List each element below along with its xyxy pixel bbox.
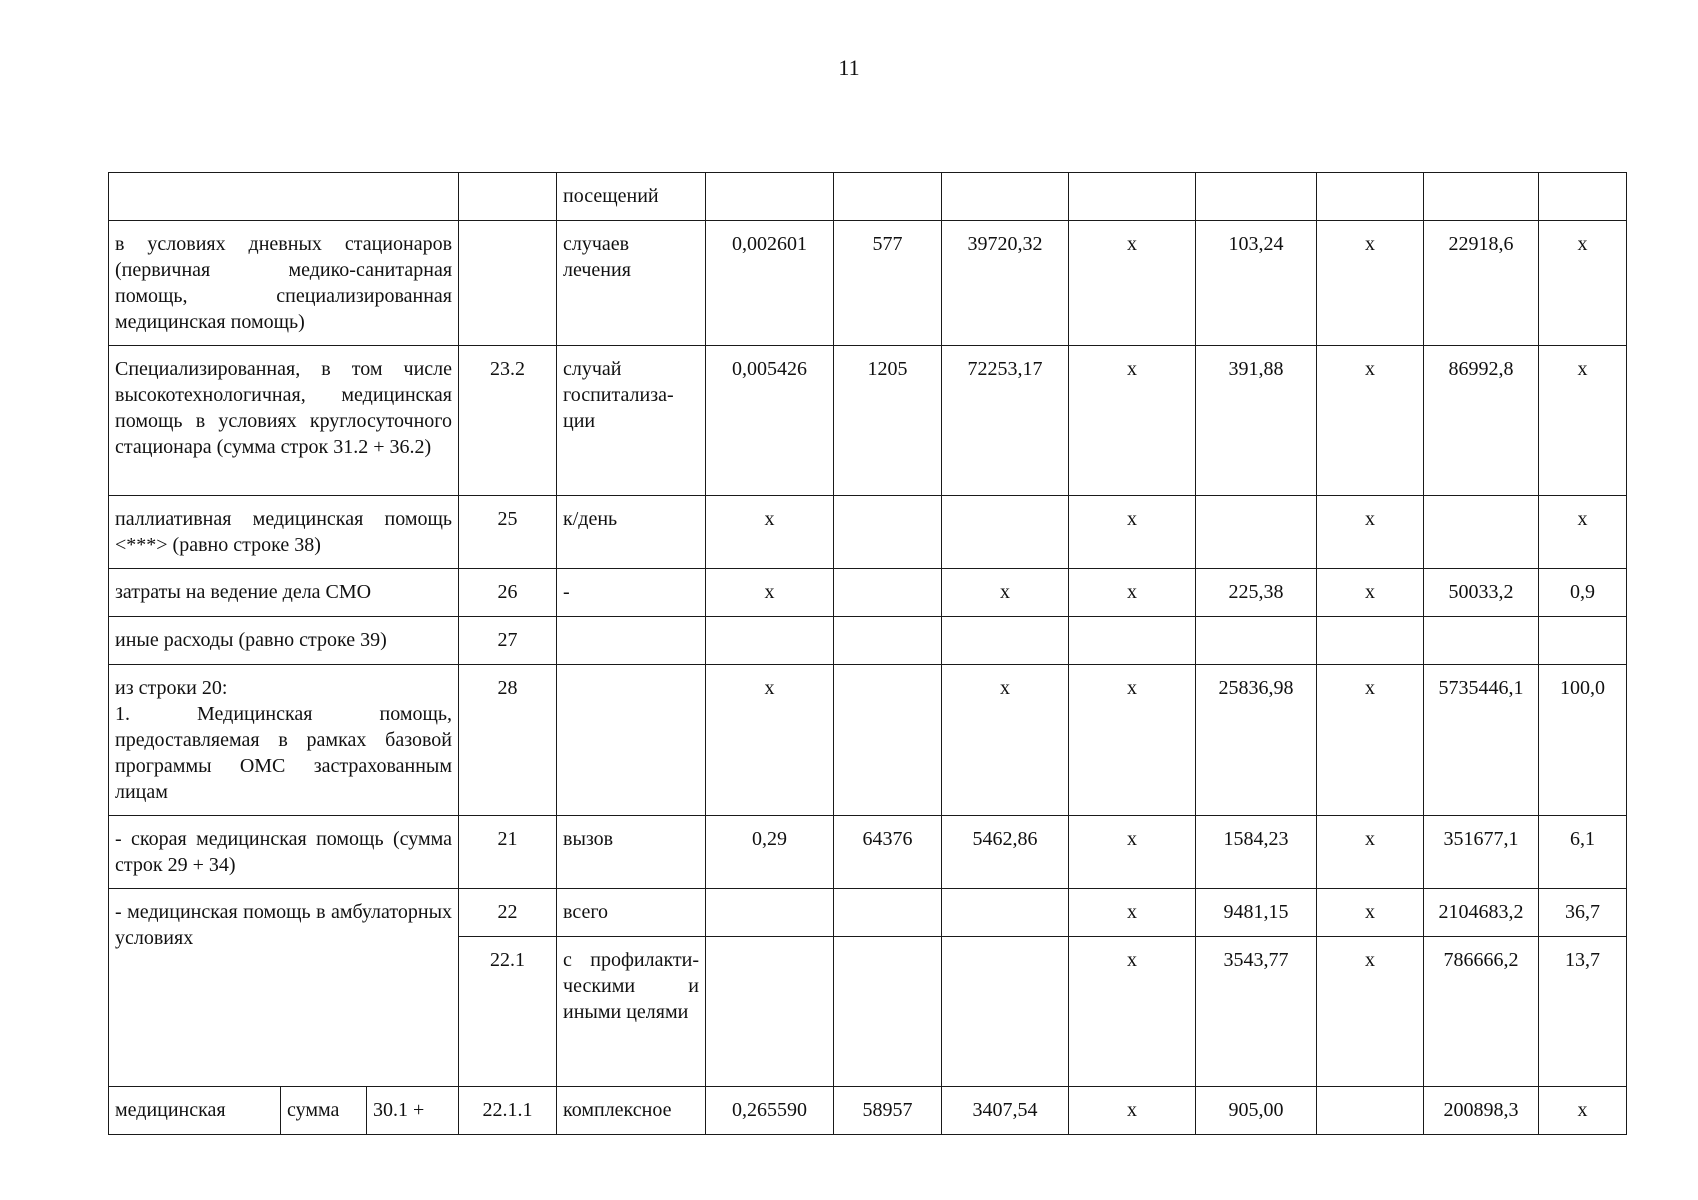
value-cell — [942, 617, 1069, 665]
row-name-cell: медицинская — [109, 1087, 281, 1135]
line-number-cell — [459, 173, 557, 221]
value-cell — [1069, 617, 1196, 665]
value-cell: 0,9 — [1539, 569, 1627, 617]
unit-cell: - — [557, 569, 706, 617]
value-cell: 786666,2 — [1424, 937, 1539, 1087]
row-name-cell — [109, 173, 459, 221]
value-cell: 22918,6 — [1424, 221, 1539, 346]
value-cell — [1424, 496, 1539, 569]
value-cell: х — [1069, 937, 1196, 1087]
value-cell: 25836,98 — [1196, 665, 1317, 816]
row-name-cell: затраты на ведение дела СМО — [109, 569, 459, 617]
line-number-cell: 22.1.1 — [459, 1087, 557, 1135]
unit-cell: случаев лечения — [557, 221, 706, 346]
row-name-cell: 30.1 + — [367, 1087, 459, 1135]
unit-cell — [557, 617, 706, 665]
value-cell — [1196, 496, 1317, 569]
value-cell: х — [1317, 889, 1424, 937]
table-row — [109, 889, 1627, 937]
value-cell: 225,38 — [1196, 569, 1317, 617]
row-name-cell: - скорая медицинская помощь (сумма строк 29 + 34) — [109, 816, 459, 889]
value-cell: х — [706, 665, 834, 816]
table-row — [109, 496, 1627, 569]
value-cell — [1069, 173, 1196, 221]
value-cell: х — [942, 665, 1069, 816]
value-cell: х — [1317, 816, 1424, 889]
value-cell: х — [1069, 346, 1196, 496]
value-cell — [1424, 617, 1539, 665]
row-name-cell: - медицинская помощь в амбулаторных условиях — [109, 889, 459, 1087]
value-cell: 3407,54 — [942, 1087, 1069, 1135]
value-cell: 9481,15 — [1196, 889, 1317, 937]
value-cell: 1205 — [834, 346, 942, 496]
value-cell: 13,7 — [1539, 937, 1627, 1087]
value-cell: 351677,1 — [1424, 816, 1539, 889]
value-cell: х — [1539, 221, 1627, 346]
value-cell: х — [706, 496, 834, 569]
value-cell — [834, 937, 942, 1087]
value-cell: 50033,2 — [1424, 569, 1539, 617]
value-cell: х — [706, 569, 834, 617]
unit-cell: к/день — [557, 496, 706, 569]
value-cell: х — [1069, 569, 1196, 617]
value-cell — [834, 617, 942, 665]
table-row — [109, 221, 1627, 346]
value-cell: х — [1317, 937, 1424, 1087]
value-cell — [942, 937, 1069, 1087]
table-row — [109, 346, 1627, 496]
unit-cell: комплексное — [557, 1087, 706, 1135]
value-cell: х — [1069, 221, 1196, 346]
value-cell — [942, 496, 1069, 569]
value-cell: х — [1317, 346, 1424, 496]
line-number-cell: 23.2 — [459, 346, 557, 496]
value-cell: 39720,32 — [942, 221, 1069, 346]
value-cell — [1317, 173, 1424, 221]
value-cell — [834, 889, 942, 937]
row-name-cell: Специализированная, в том числе высокотехнологичная, медицинская помощь в условиях круглосуточного стационара (сумма строк 31.2 + 36.2) — [109, 346, 459, 496]
value-cell: х — [1069, 889, 1196, 937]
value-cell: 200898,3 — [1424, 1087, 1539, 1135]
value-cell — [942, 889, 1069, 937]
line-number-cell: 25 — [459, 496, 557, 569]
row-name-cell: иные расходы (равно строке 39) — [109, 617, 459, 665]
line-number-cell: 26 — [459, 569, 557, 617]
line-number-cell: 22 — [459, 889, 557, 937]
unit-cell: случай госпитализа-ции — [557, 346, 706, 496]
line-number-cell: 21 — [459, 816, 557, 889]
row-name-cell: в условиях дневных стационаров (первичная медико-санитарная помощь, специализированная медицинская помощь) — [109, 221, 459, 346]
value-cell — [834, 173, 942, 221]
page-number: 11 — [838, 55, 860, 80]
unit-cell: с профилакти-ческими и иными целями — [557, 937, 706, 1087]
value-cell — [706, 889, 834, 937]
value-cell: 0,005426 — [706, 346, 834, 496]
value-cell: х — [1317, 665, 1424, 816]
value-cell: 0,29 — [706, 816, 834, 889]
value-cell — [706, 173, 834, 221]
value-cell: 64376 — [834, 816, 942, 889]
row-name-cell: паллиативная медицинская помощь <***> (равно строке 38) — [109, 496, 459, 569]
value-cell: х — [1069, 816, 1196, 889]
financing-table — [108, 172, 1627, 1135]
value-cell — [834, 665, 942, 816]
value-cell: 577 — [834, 221, 942, 346]
value-cell — [834, 496, 942, 569]
table-body — [109, 173, 1627, 1135]
row-name-cell: сумма — [281, 1087, 367, 1135]
value-cell: х — [1069, 665, 1196, 816]
value-cell: 5735446,1 — [1424, 665, 1539, 816]
table-row — [109, 617, 1627, 665]
value-cell: 6,1 — [1539, 816, 1627, 889]
value-cell — [1317, 1087, 1424, 1135]
value-cell: х — [1317, 221, 1424, 346]
value-cell — [706, 937, 834, 1087]
value-cell: 2104683,2 — [1424, 889, 1539, 937]
value-cell: 86992,8 — [1424, 346, 1539, 496]
value-cell: х — [1539, 1087, 1627, 1135]
value-cell: х — [1069, 1087, 1196, 1135]
line-number-cell: 22.1 — [459, 937, 557, 1087]
row-name-cell: из строки 20: 1. Медицинская помощь, предоставляемая в рамках базовой программы ОМС застрахованным лицам — [109, 665, 459, 816]
value-cell: 103,24 — [1196, 221, 1317, 346]
value-cell: 0,002601 — [706, 221, 834, 346]
value-cell — [1539, 173, 1627, 221]
value-cell: х — [1317, 496, 1424, 569]
value-cell: х — [942, 569, 1069, 617]
value-cell: х — [1069, 496, 1196, 569]
value-cell: 1584,23 — [1196, 816, 1317, 889]
value-cell — [1539, 617, 1627, 665]
line-number-cell — [459, 221, 557, 346]
value-cell — [706, 617, 834, 665]
value-cell: 100,0 — [1539, 665, 1627, 816]
unit-cell: всего — [557, 889, 706, 937]
value-cell — [1424, 173, 1539, 221]
unit-cell: вызов — [557, 816, 706, 889]
line-number-cell: 28 — [459, 665, 557, 816]
value-cell: 72253,17 — [942, 346, 1069, 496]
table-row — [109, 173, 1627, 221]
value-cell: 36,7 — [1539, 889, 1627, 937]
value-cell: 905,00 — [1196, 1087, 1317, 1135]
value-cell: 5462,86 — [942, 816, 1069, 889]
value-cell: 3543,77 — [1196, 937, 1317, 1087]
line-number-cell: 27 — [459, 617, 557, 665]
value-cell — [834, 569, 942, 617]
unit-cell — [557, 665, 706, 816]
value-cell — [1196, 173, 1317, 221]
value-cell: х — [1539, 346, 1627, 496]
value-cell: х — [1539, 496, 1627, 569]
table-row — [109, 665, 1627, 816]
value-cell: 0,265590 — [706, 1087, 834, 1135]
value-cell — [942, 173, 1069, 221]
value-cell — [1317, 617, 1424, 665]
unit-cell: посещений — [557, 173, 706, 221]
table-row — [109, 816, 1627, 889]
table-row — [109, 569, 1627, 617]
value-cell — [1196, 617, 1317, 665]
value-cell: х — [1317, 569, 1424, 617]
value-cell: 391,88 — [1196, 346, 1317, 496]
value-cell: 58957 — [834, 1087, 942, 1135]
table-row — [109, 1087, 1627, 1135]
